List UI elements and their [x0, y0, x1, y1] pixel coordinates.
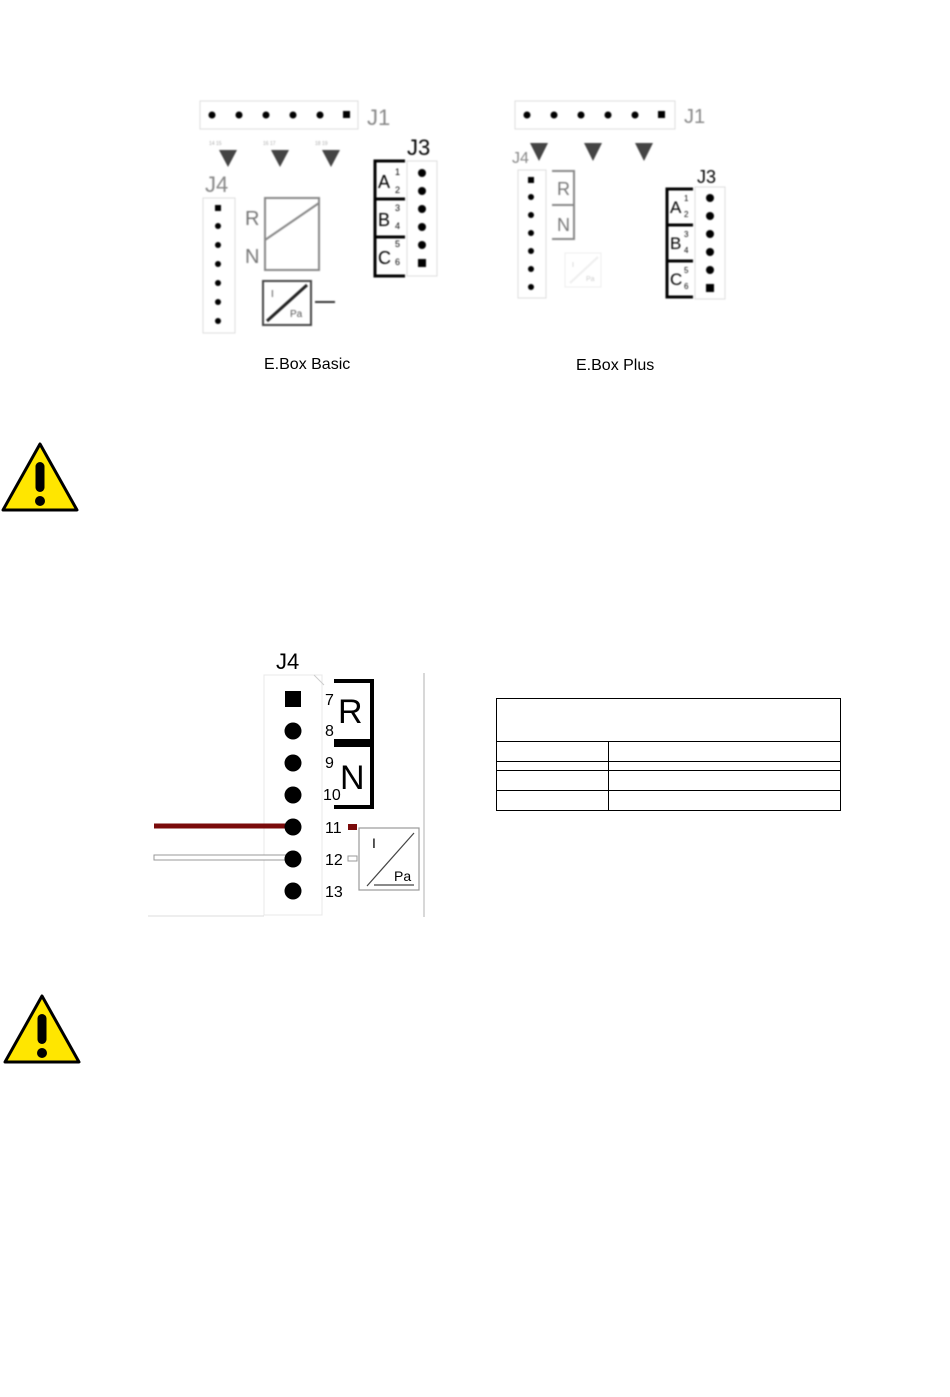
sensor-label-i: I	[271, 289, 274, 300]
ebox-plus-diagram	[510, 95, 735, 305]
j4-wiring-detail-diagram	[148, 645, 433, 920]
diode-symbols	[530, 143, 653, 161]
sensor-label-i: I	[372, 835, 376, 851]
svg-text:1: 1	[395, 167, 401, 177]
svg-text:3: 3	[684, 230, 689, 239]
svg-text:6: 6	[395, 257, 401, 267]
table-row	[497, 762, 841, 771]
svg-text:18 19: 18 19	[315, 141, 328, 147]
svg-text:Pa: Pa	[586, 276, 595, 283]
svg-text:4: 4	[684, 246, 689, 255]
relay-letter-n: N	[340, 759, 365, 797]
pin-8-label: 8	[325, 723, 334, 740]
sensor-label-pa: Pa	[290, 309, 303, 320]
relay-letter-r: R	[245, 208, 260, 230]
svg-text:1: 1	[684, 194, 689, 203]
table-row	[497, 791, 841, 811]
svg-text:4: 4	[395, 221, 401, 231]
white-wire	[154, 855, 288, 860]
diode-symbols	[219, 150, 340, 167]
pin-12-label: 12	[325, 852, 343, 869]
j3-header	[407, 161, 437, 276]
table-row	[497, 742, 841, 762]
ebox-basic-caption: E.Box Basic	[264, 356, 351, 373]
svg-text:14 15: 14 15	[209, 141, 222, 147]
ebox-plus-caption: E.Box Plus	[576, 357, 655, 374]
j3-letter-c: C	[670, 270, 683, 289]
svg-text:5: 5	[395, 239, 401, 249]
svg-text:16 17: 16 17	[263, 141, 276, 147]
svg-text:3: 3	[395, 203, 401, 213]
j4-label: J4	[205, 172, 229, 197]
pin-7-label: 7	[325, 692, 334, 709]
j3-header	[695, 187, 725, 299]
relay-letter-r: R	[557, 179, 570, 199]
brown-wire-stub	[348, 824, 357, 830]
svg-text:I: I	[572, 262, 574, 269]
svg-text:2: 2	[684, 210, 689, 219]
j1-label: J1	[367, 105, 391, 130]
svg-text:6: 6	[684, 282, 689, 291]
j1-header	[515, 101, 675, 129]
ebox-basic-diagram	[195, 95, 445, 340]
j4-detail-label: J4	[276, 649, 300, 674]
svg-text:2: 2	[395, 185, 401, 195]
j3-letter-a: A	[670, 198, 682, 217]
pin-10-label: 10	[323, 787, 341, 804]
table-header-cell	[497, 699, 841, 742]
wiring-spec-table	[496, 698, 841, 811]
j3-letter-b: B	[670, 234, 682, 253]
table-row	[497, 771, 841, 791]
pin-11-label: 11	[325, 820, 342, 837]
pin-9-label: 9	[325, 755, 334, 772]
j1-label: J1	[684, 106, 706, 128]
j3-label: J3	[407, 135, 431, 160]
j3-letter-b: B	[378, 210, 391, 230]
j3-label: J3	[697, 167, 717, 187]
j4-label: J4	[512, 150, 529, 167]
sensor-label-pa: Pa	[394, 868, 412, 884]
j3-letter-a: A	[378, 172, 391, 192]
j1-header	[200, 101, 358, 129]
warning-triangle-icon	[2, 992, 82, 1066]
warning-triangle-icon	[0, 440, 80, 514]
relay-letter-n: N	[557, 215, 570, 235]
svg-text:5: 5	[684, 266, 689, 275]
j3-letter-c: C	[378, 248, 391, 268]
relay-letter-n: N	[245, 246, 260, 268]
relay-letter-r: R	[338, 693, 363, 731]
pin-13-label: 13	[325, 884, 343, 901]
white-wire-stub	[348, 856, 357, 861]
